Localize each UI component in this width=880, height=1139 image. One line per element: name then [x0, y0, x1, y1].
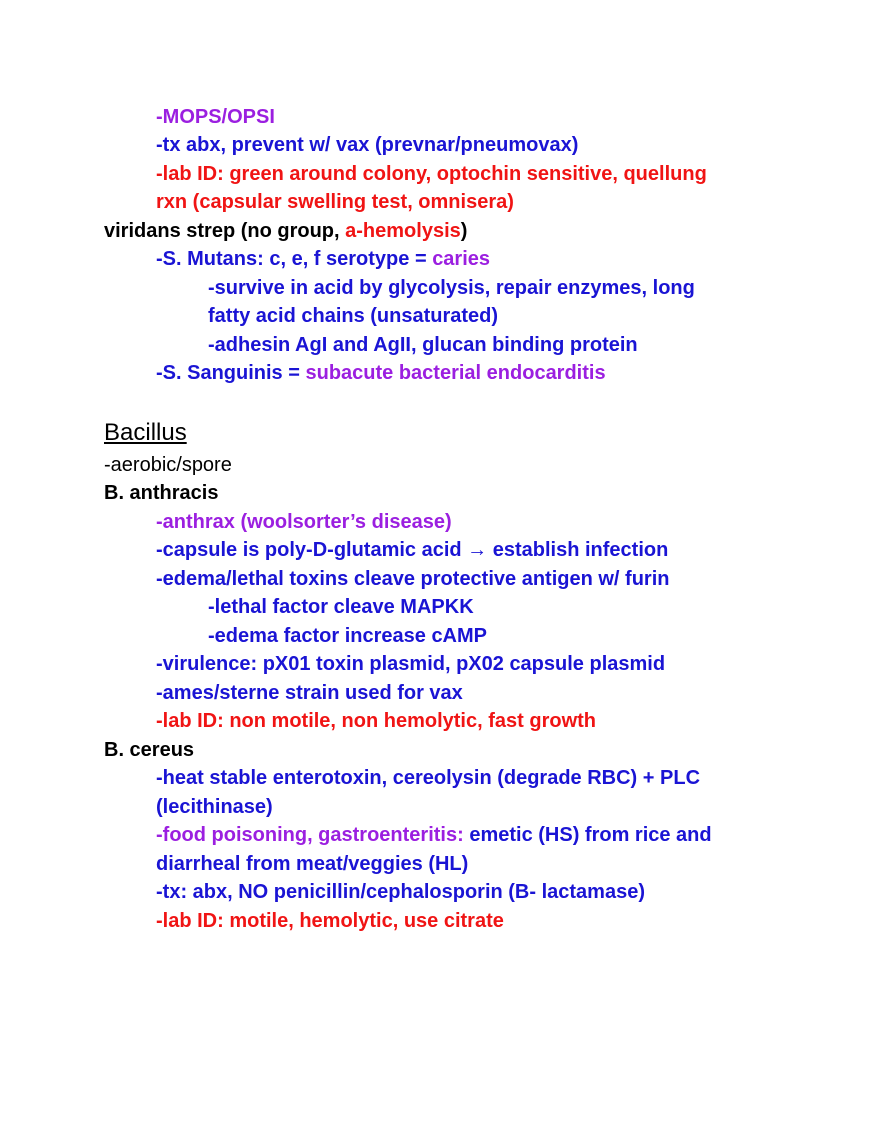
- mutans-text: -S. Mutans: c, e, f serotype =: [156, 248, 433, 270]
- virulence-line: -virulence: pX01 toxin plasmid, pX02 capsule plasmid: [156, 653, 666, 675]
- survive-line: -survive in acid by glycolysis, repair enzymes, long: [208, 277, 695, 299]
- endocarditis-text: subacute bacterial endocarditis: [305, 362, 606, 384]
- lab-id-line: -lab ID: green around colony, optochin sensitive, quellung: [156, 163, 707, 185]
- sanguinis-line: [156, 359, 606, 387]
- lab-id-line-continued: rxn (capsular swelling test, omnisera): [156, 191, 514, 213]
- food-poisoning-text: -food poisoning, gastroenteritis:: [156, 824, 470, 846]
- anthrax-line: -anthrax (woolsorter’s disease): [156, 511, 452, 533]
- mops-line: -MOPS/OPSI: [156, 106, 275, 128]
- bacillus-heading: Bacillus: [104, 419, 187, 446]
- cereus-heading: B. cereus: [104, 739, 195, 761]
- mutans-line: [156, 245, 490, 273]
- emetic-text: emetic (HS) from rice and: [469, 824, 712, 846]
- viridans-close-paren: ): [460, 220, 468, 242]
- edema-factor-line: -edema factor increase cAMP: [208, 625, 488, 647]
- aerobic-spore-line: -aerobic/spore: [104, 454, 232, 476]
- adhesin-line: -adhesin AgI and AgII, glucan binding protein: [208, 334, 638, 356]
- viridans-strep-line: [104, 217, 467, 245]
- enterotoxin-line-continued: (lecithinase): [156, 796, 273, 818]
- treatment-line: -tx abx, prevent w/ vax (prevnar/pneumovax): [156, 134, 579, 156]
- anthracis-lab-id-line: -lab ID: non motile, non hemolytic, fast growth: [156, 710, 596, 732]
- edema-lethal-line: -edema/lethal toxins cleave protective antigen w/ furin: [156, 568, 670, 590]
- cereus-treatment-line: -tx: abx, NO penicillin/cephalosporin (B- lactamase): [156, 881, 645, 903]
- anthracis-heading: B. anthracis: [104, 482, 219, 504]
- sanguinis-text: -S. Sanguinis =: [156, 362, 306, 384]
- food-poisoning-line: [156, 821, 712, 849]
- diarrheal-line: diarrheal from meat/veggies (HL): [156, 853, 469, 875]
- cereus-lab-id-line: -lab ID: motile, hemolytic, use citrate: [156, 910, 504, 932]
- hemolysis-text: a-hemolysis: [345, 220, 461, 242]
- viridans-text: viridans strep (no group,: [104, 220, 346, 242]
- caries-text: caries: [432, 248, 491, 270]
- ames-sterne-line: -ames/sterne strain used for vax: [156, 682, 463, 704]
- lethal-factor-line: -lethal factor cleave MAPKK: [208, 596, 474, 618]
- survive-line-continued: fatty acid chains (unsaturated): [208, 305, 499, 327]
- capsule-line: -capsule is poly-D-glutamic acid → establish infection: [156, 539, 669, 561]
- enterotoxin-line: -heat stable enterotoxin, cereolysin (degrade RBC) + PLC: [156, 767, 701, 789]
